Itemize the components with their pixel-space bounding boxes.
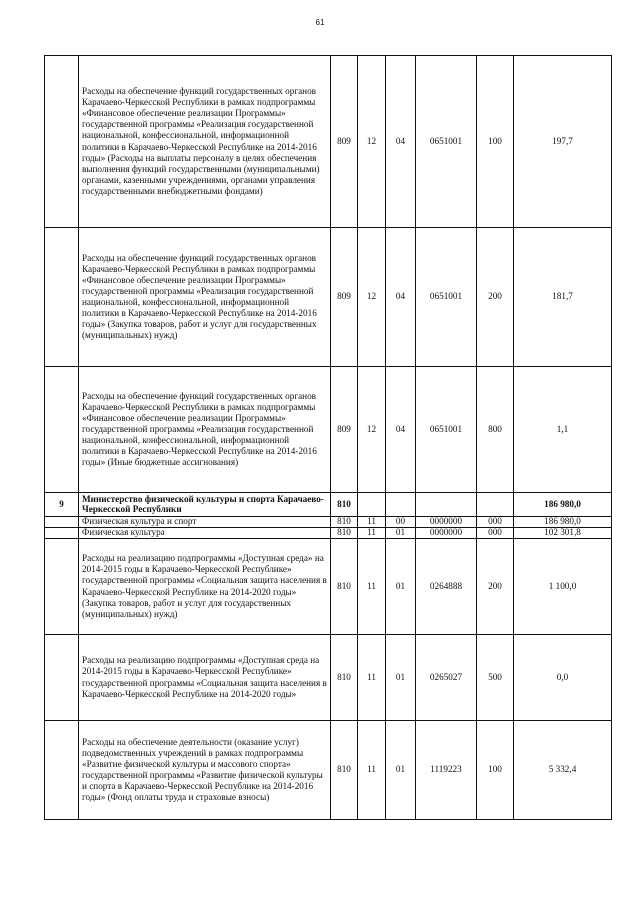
subsection-code: 01 xyxy=(386,721,416,820)
ministry-code: 810 xyxy=(331,493,358,517)
ministry-code: 809 xyxy=(331,367,358,493)
section-code: 11 xyxy=(358,635,386,721)
amount: 186 980,0 xyxy=(514,517,612,528)
row-number xyxy=(45,367,79,493)
expense-type-code: 000 xyxy=(477,528,514,539)
row-number xyxy=(45,721,79,820)
table-row xyxy=(45,635,612,721)
row-description: Расходы на обеспечение функций государственных органов Карачаево-Черкесской Республики в рамках подпрограммы «Финансовое обеспечение реализации Программы» государственной программы «Реализация государственной национальной, конфессиональной, информационной политики в Карачаево-Черкесской Республике на 2014-2016 годы» (Расходы на выплаты персоналу в целях обеспечения выполнения функций государственными (муниципальными) органами, казенными учреждениями, органами управления государственными внебюджетными фондами) xyxy=(79,56,331,228)
row-description: Расходы на обеспечение функций государственных органов Карачаево-Черкесской Республики в рамках подпрограммы «Финансовое обеспечение реализации Программы» государственной программы «Реализация государственной национальной, конфессиональной, информационной политики в Карачаево-Черкесской Республике на 2014-2016 годы» (Иные бюджетные ассигнования) xyxy=(79,367,331,493)
row-description: Расходы на обеспечение функций государственных органов Карачаево-Черкесской Республики в рамках подпрограммы «Финансовое обеспечение реализации Программы» государственной программы «Реализация государственной национальной, конфессиональной, информационной политики в Карачаево-Черкесской Республике на 2014-2016 годы» (Закупка товаров, работ и услуг для государственных (муниципальных) нужд) xyxy=(79,228,331,367)
row-description: Расходы на обеспечение деятельности (оказание услуг) подведомственных учреждений в рамках подпрограммы «Развитие физической культуры и массового спорта» государственной программы «Развитие физической культуры и спорта в Карачаево-Черкесской Республике на 2014-2016 годы» (Фонд оплаты труда и страховые взносы) xyxy=(79,721,331,820)
ministry-code: 810 xyxy=(331,528,358,539)
subsection-code: 04 xyxy=(386,228,416,367)
ministry-code: 809 xyxy=(331,228,358,367)
table-row xyxy=(45,517,612,528)
expense-type-code: 800 xyxy=(477,367,514,493)
row-description: Физическая культура xyxy=(79,528,331,539)
amount: 102 301,8 xyxy=(514,528,612,539)
section-code: 11 xyxy=(358,528,386,539)
amount: 181,7 xyxy=(514,228,612,367)
section-code: 11 xyxy=(358,721,386,820)
budget-table xyxy=(44,55,612,820)
section-code: 11 xyxy=(358,517,386,528)
table-row xyxy=(45,56,612,228)
subsection-code: 01 xyxy=(386,635,416,721)
target-code: 0651001 xyxy=(416,367,477,493)
subsection-code xyxy=(386,493,416,517)
target-code: 0651001 xyxy=(416,56,477,228)
row-number xyxy=(45,517,79,528)
expense-type-code: 200 xyxy=(477,539,514,635)
target-code: 0651001 xyxy=(416,228,477,367)
expense-type-code xyxy=(477,493,514,517)
ministry-code: 810 xyxy=(331,539,358,635)
row-number xyxy=(45,56,79,228)
table-row xyxy=(45,539,612,635)
expense-type-code: 100 xyxy=(477,721,514,820)
target-code: 0000000 xyxy=(416,528,477,539)
amount: 0,0 xyxy=(514,635,612,721)
row-description: Расходы на реализацию подпрограммы «Доступная среда» на 2014-2015 годы в Карачаево-Черкесской Республике» государственной программы «Социальная защита населения в Карачаево-Черкесской Республике на 2014-2020 годы» (Закупка товаров, работ и услуг для государственных (муниципальных) нужд) xyxy=(79,539,331,635)
amount: 5 332,4 xyxy=(514,721,612,820)
row-description: Физическая культура и спорт xyxy=(79,517,331,528)
table-row xyxy=(45,367,612,493)
ministry-row xyxy=(45,493,612,517)
section-code: 11 xyxy=(358,539,386,635)
table-row xyxy=(45,528,612,539)
expense-type-code: 500 xyxy=(477,635,514,721)
section-code: 12 xyxy=(358,56,386,228)
expense-type-code: 200 xyxy=(477,228,514,367)
page-number: 61 xyxy=(315,18,325,27)
amount: 1 100,0 xyxy=(514,539,612,635)
subsection-code: 04 xyxy=(386,367,416,493)
section-code: 12 xyxy=(358,228,386,367)
amount: 197,7 xyxy=(514,56,612,228)
table-row xyxy=(45,721,612,820)
row-description: Расходы на реализацию подпрограммы «Доступная среда на 2014-2015 годы в Карачаево-Черкесской Республике» государственной программы «Социальная защита населения в Карачаево-Черкесской Республике на 2014-2020 годы» xyxy=(79,635,331,721)
row-number: 9 xyxy=(45,493,79,517)
subsection-code: 01 xyxy=(386,539,416,635)
subsection-code: 04 xyxy=(386,56,416,228)
ministry-code: 810 xyxy=(331,517,358,528)
section-code xyxy=(358,493,386,517)
subsection-code: 00 xyxy=(386,517,416,528)
target-code xyxy=(416,493,477,517)
target-code: 1119223 xyxy=(416,721,477,820)
section-code: 12 xyxy=(358,367,386,493)
row-number xyxy=(45,228,79,367)
ministry-code: 809 xyxy=(331,56,358,228)
row-number xyxy=(45,539,79,635)
row-description: Министерство физической культуры и спорта Карачаево-Черкесской Республики xyxy=(79,493,331,517)
ministry-code: 810 xyxy=(331,635,358,721)
target-code: 0265027 xyxy=(416,635,477,721)
row-number xyxy=(45,635,79,721)
ministry-code: 810 xyxy=(331,721,358,820)
table-row xyxy=(45,228,612,367)
expense-type-code: 100 xyxy=(477,56,514,228)
target-code: 0264888 xyxy=(416,539,477,635)
row-number xyxy=(45,528,79,539)
expense-type-code: 000 xyxy=(477,517,514,528)
subsection-code: 01 xyxy=(386,528,416,539)
amount: 1,1 xyxy=(514,367,612,493)
amount: 186 980,0 xyxy=(514,493,612,517)
target-code: 0000000 xyxy=(416,517,477,528)
